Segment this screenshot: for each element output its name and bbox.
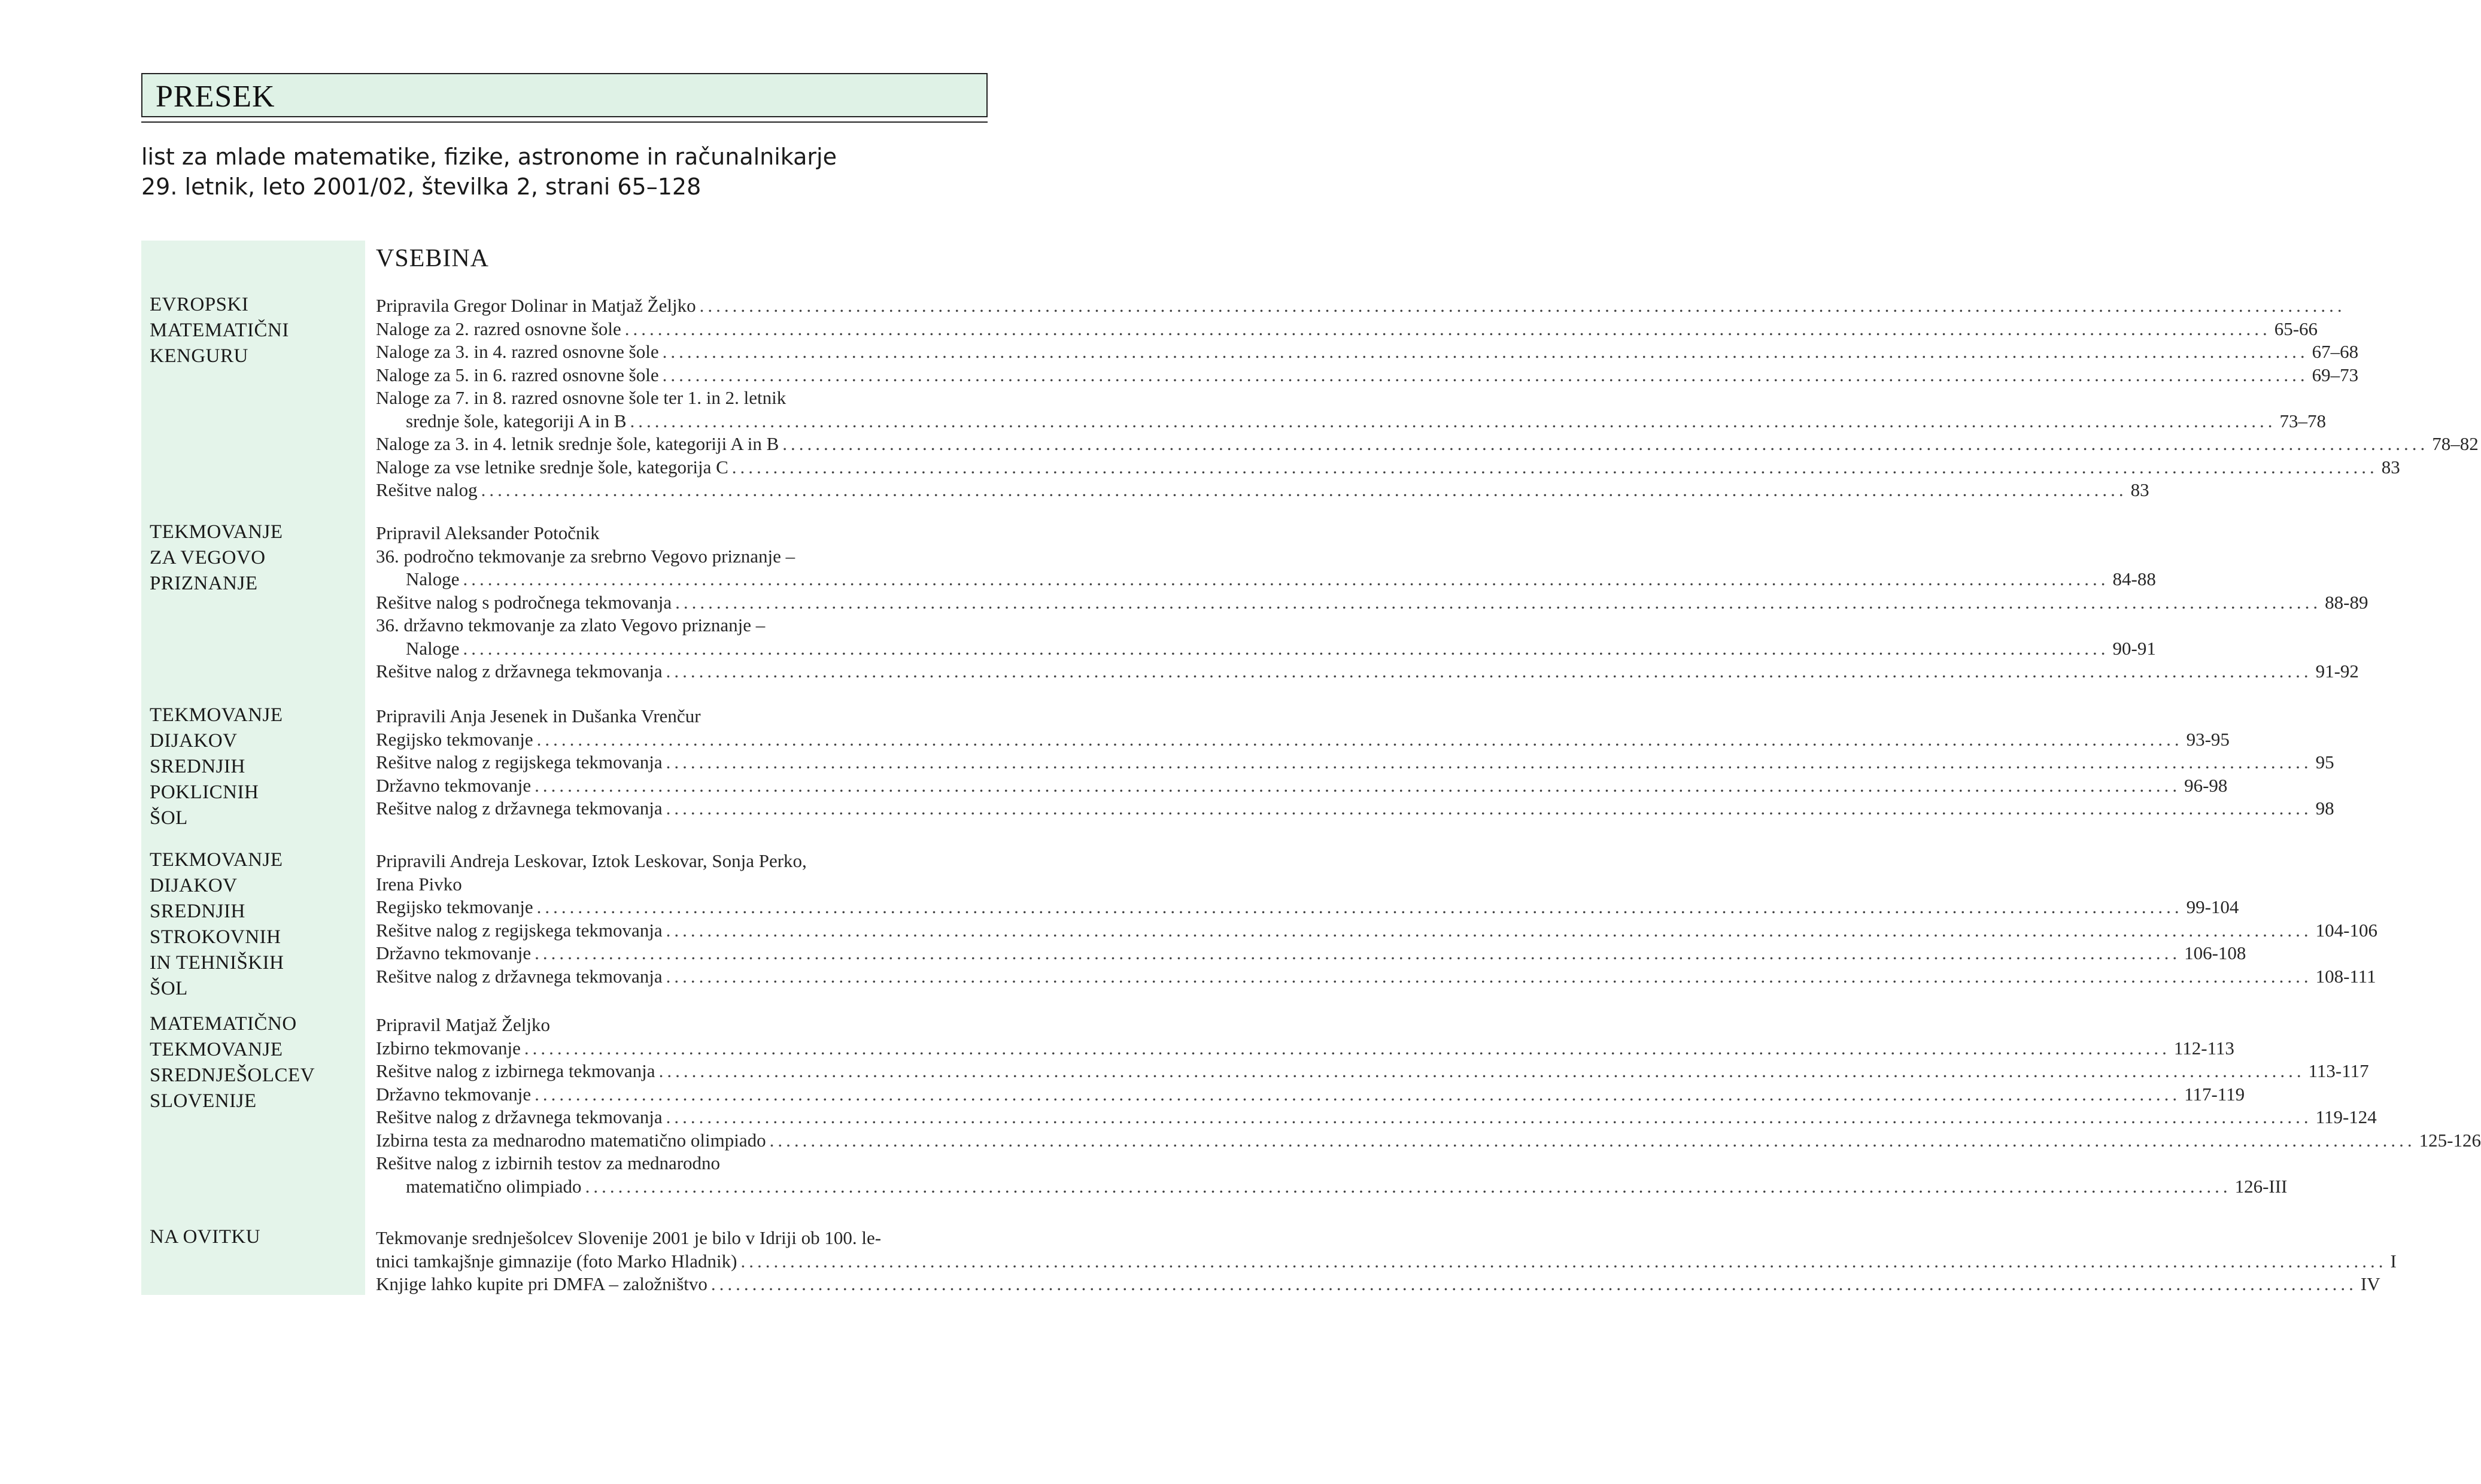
section-heading-line: POKLICNIH bbox=[150, 781, 259, 803]
toc-entry-page: 83 bbox=[2381, 456, 2400, 478]
section-heading bbox=[150, 519, 362, 597]
toc-dot-leader: ........................................................................................................................................................................................................ bbox=[535, 942, 2181, 963]
toc-entry-page: 83 bbox=[2130, 479, 2149, 500]
toc-dot-leader: ........................................................................................................................................................................................................ bbox=[536, 728, 2183, 750]
toc-entry-text: Regijsko tekmovanje bbox=[376, 728, 533, 750]
toc-dot-leader: ........................................................................................................................................................................................................ bbox=[658, 1060, 2305, 1081]
toc-entry-text: Državno tekmovanje bbox=[376, 1083, 532, 1105]
toc-dot-leader: ........................................................................................................................................................................................................ bbox=[666, 1106, 2312, 1127]
toc-entry-text: Regijsko tekmovanje bbox=[376, 896, 533, 917]
toc-dot-leader: ........................................................................................................................................................................................................ bbox=[666, 919, 2312, 941]
toc-entry bbox=[376, 965, 2376, 988]
toc-entry-page: 91-92 bbox=[2315, 661, 2359, 682]
toc-dot-leader: ........................................................................................................................................................................................................ bbox=[662, 364, 2309, 385]
toc-entry-page: 98 bbox=[2315, 798, 2334, 819]
toc-entry bbox=[376, 660, 2359, 683]
toc-entry-text: 36. področno tekmovanje za srebrno Vegovo priznanje – bbox=[376, 545, 795, 567]
toc-entry-text: Rešitve nalog z državnega tekmovanja bbox=[376, 798, 663, 819]
toc-entry bbox=[376, 1273, 2380, 1296]
toc-entry-text: Pripravila Gregor Dolinar in Matjaž Željko bbox=[376, 295, 696, 316]
section-heading-line: DIJAKOV bbox=[150, 730, 238, 752]
toc-dot-leader: ........................................................................................................................................................................................................ bbox=[699, 295, 2346, 316]
toc-dot-leader: ........................................................................................................................................................................................................ bbox=[481, 479, 2127, 500]
toc-entry bbox=[406, 568, 2156, 591]
toc-entry-text: tnici tamkajšnje gimnazije (foto Marko Hladnik) bbox=[376, 1250, 737, 1272]
toc-dot-leader: ........................................................................................................................................................................................................ bbox=[630, 410, 2276, 431]
toc-entry-text: Naloge bbox=[406, 568, 460, 589]
toc-dot-leader: ........................................................................................................................................................................................................ bbox=[524, 1037, 2170, 1059]
toc-dot-leader: ........................................................................................................................................................................................................ bbox=[769, 1129, 2416, 1151]
section-heading-line: ZA VEGOVO bbox=[150, 547, 266, 568]
toc-entry-text: Rešitve nalog z regijskega tekmovanja bbox=[376, 752, 663, 773]
section-heading bbox=[150, 1011, 362, 1114]
toc-dot-leader: ........................................................................................................................................................................................................ bbox=[731, 456, 2378, 478]
toc-dot-leader: ........................................................................................................................................................................................................ bbox=[535, 774, 2181, 796]
masthead-title: PRESEK bbox=[156, 80, 275, 114]
section-heading-line: PRIZNANJE bbox=[150, 573, 258, 594]
section-heading-line: MATEMATIČNO bbox=[150, 1013, 297, 1035]
toc-entry-text: Pripravil Matjaž Željko bbox=[376, 1014, 550, 1035]
toc-dot-leader: ........................................................................................................................................................................................................ bbox=[666, 752, 2312, 773]
toc-entry bbox=[376, 1083, 2245, 1106]
section-heading-line: TEKMOVANJE bbox=[150, 1039, 283, 1060]
toc-entry-text: Naloge za 7. in 8. razred osnovne šole ter 1. in 2. letnik bbox=[376, 387, 786, 408]
toc-entry-text: matematično olimpiado bbox=[406, 1175, 582, 1197]
toc-entry-page: 90-91 bbox=[2112, 637, 2156, 659]
toc-entry bbox=[376, 728, 2230, 751]
section-heading-line: KENGURU bbox=[150, 345, 248, 367]
toc-entry-page: 67–68 bbox=[2312, 341, 2359, 362]
section-heading-line: SREDNJIH bbox=[150, 901, 245, 922]
section-heading-line: TEKMOVANJE bbox=[150, 849, 283, 871]
section-heading-line: EVROPSKI bbox=[150, 294, 249, 315]
toc-entry bbox=[376, 364, 2359, 387]
masthead-banner bbox=[141, 73, 988, 117]
toc-entry bbox=[376, 1037, 2234, 1060]
toc-entry-page: 93-95 bbox=[2186, 728, 2230, 750]
contents-title: VSEBINA bbox=[376, 245, 490, 272]
toc-entry-page: 113-117 bbox=[2308, 1060, 2369, 1081]
toc-entry bbox=[376, 340, 2359, 363]
toc-entry bbox=[376, 774, 2228, 797]
toc-entry bbox=[376, 456, 2400, 479]
toc-dot-leader: ........................................................................................................................................................................................................ bbox=[666, 798, 2312, 819]
toc-entry-page: 99-104 bbox=[2186, 896, 2239, 917]
toc-entry-page: 125-126 bbox=[2419, 1129, 2481, 1151]
toc-entry-text: Irena Pivko bbox=[376, 873, 462, 895]
section-heading-line: STROKOVNIH bbox=[150, 926, 281, 948]
toc-entry bbox=[376, 919, 2377, 942]
toc-entry-text: Rešitve nalog z izbirnega tekmovanja bbox=[376, 1060, 655, 1081]
toc-entry-page: 108-111 bbox=[2315, 965, 2376, 987]
toc-entry bbox=[376, 433, 2479, 455]
toc-entry-page: 95 bbox=[2315, 752, 2334, 773]
section-heading-line: ŠOL bbox=[150, 978, 188, 999]
toc-entry bbox=[376, 1152, 989, 1175]
toc-entry-page: 104-106 bbox=[2315, 919, 2377, 941]
section-heading bbox=[150, 703, 362, 831]
toc-entry bbox=[376, 873, 989, 896]
toc-entry-page: IV bbox=[2360, 1273, 2380, 1294]
toc-entry bbox=[376, 591, 2368, 614]
toc-entry-text: Pripravil Aleksander Potočnik bbox=[376, 522, 600, 543]
toc-entry-text: Rešitve nalog z državnega tekmovanja bbox=[376, 965, 663, 987]
section-heading-line: TEKMOVANJE bbox=[150, 704, 283, 726]
toc-entry-text: Knjige lahko kupite pri DMFA – založništvo bbox=[376, 1273, 707, 1294]
toc-entry bbox=[376, 1106, 2377, 1129]
toc-entry-page: 96-98 bbox=[2184, 774, 2228, 796]
toc-entry bbox=[376, 1227, 989, 1249]
toc-entry-text: Izbirno tekmovanje bbox=[376, 1037, 521, 1059]
toc-dot-leader: ........................................................................................................................................................................................................ bbox=[675, 591, 2322, 613]
toc-entry-page: 65-66 bbox=[2274, 318, 2318, 339]
section-heading-line: TEKMOVANJE bbox=[150, 521, 283, 543]
toc-dot-leader: ........................................................................................................................................................................................................ bbox=[535, 1083, 2181, 1105]
section-heading bbox=[150, 292, 362, 369]
toc-entry-text: Rešitve nalog z državnega tekmovanja bbox=[376, 1106, 663, 1127]
toc-entry bbox=[376, 896, 2239, 919]
toc-entry bbox=[376, 387, 989, 409]
toc-entry-page: 112-113 bbox=[2173, 1037, 2234, 1059]
toc-entry-text: Rešitve nalog z regijskega tekmovanja bbox=[376, 919, 663, 941]
toc-entry-text: Naloge za vse letnike srednje šole, kategorija C bbox=[376, 456, 728, 478]
toc-entry-page: I bbox=[2390, 1250, 2397, 1272]
toc-dot-leader: ........................................................................................................................................................................................................ bbox=[463, 637, 2109, 659]
toc-entry-text: Državno tekmovanje bbox=[376, 774, 532, 796]
toc-entry-text: Naloge za 3. in 4. razred osnovne šole bbox=[376, 341, 659, 362]
section-heading-line: SREDNJIH bbox=[150, 756, 245, 777]
toc-entry bbox=[376, 614, 989, 637]
toc-entry-text: Državno tekmovanje bbox=[376, 942, 532, 963]
toc-dot-leader: ........................................................................................................................................................................................................ bbox=[624, 318, 2271, 339]
section-heading-line: DIJAKOV bbox=[150, 875, 238, 896]
section-heading bbox=[150, 1224, 362, 1250]
toc-entry-page: 117-119 bbox=[2184, 1083, 2245, 1105]
toc-entry bbox=[406, 410, 2327, 433]
toc-entry-page: 78–82 bbox=[2432, 433, 2479, 454]
toc-dot-leader: ........................................................................................................................................................................................................ bbox=[585, 1175, 2231, 1197]
toc-entry-text: Naloge za 5. in 6. razred osnovne šole bbox=[376, 364, 659, 385]
toc-dot-leader: ........................................................................................................................................................................................................ bbox=[666, 661, 2312, 682]
section-heading-line: IN TEHNIŠKIH bbox=[150, 952, 284, 974]
toc-dot-leader: ........................................................................................................................................................................................................ bbox=[463, 568, 2109, 589]
section-heading-line: ŠOL bbox=[150, 807, 188, 829]
masthead-rule bbox=[141, 121, 988, 123]
section-heading bbox=[150, 847, 362, 1002]
toc-entry-page: 126-III bbox=[2234, 1175, 2288, 1197]
toc-entry-text: Naloge za 3. in 4. letnik srednje šole, kategoriji A in B bbox=[376, 433, 779, 454]
toc-entry-page: 106-108 bbox=[2184, 942, 2246, 963]
toc-dot-leader: ........................................................................................................................................................................................................ bbox=[710, 1273, 2357, 1294]
toc-entry-page: 69–73 bbox=[2312, 364, 2359, 385]
toc-entry bbox=[376, 318, 2318, 340]
toc-entry-page: 73–78 bbox=[2279, 410, 2327, 431]
toc-entry-text: Rešitve nalog s področnega tekmovanja bbox=[376, 591, 672, 613]
toc-entry-text: Rešitve nalog z državnega tekmovanja bbox=[376, 661, 663, 682]
toc-entry-text: Naloge za 2. razred osnovne šole bbox=[376, 318, 621, 339]
toc-entry bbox=[376, 942, 2246, 965]
toc-entry-text: Naloge bbox=[406, 637, 460, 659]
toc-entry-text: Pripravili Anja Jesenek in Dušanka Vrenčur bbox=[376, 705, 701, 726]
toc-entry-text: Pripravili Andreja Leskovar, Iztok Leskovar, Sonja Perko, bbox=[376, 850, 807, 871]
toc-entry bbox=[376, 797, 2334, 820]
section-heading-line: SLOVENIJE bbox=[150, 1090, 257, 1112]
toc-entry bbox=[376, 1014, 989, 1036]
subtitle-line-2: 29. letnik, leto 2001/02, številka 2, strani 65–128 bbox=[141, 174, 702, 200]
toc-entry bbox=[376, 751, 2334, 774]
toc-entry bbox=[376, 1129, 2481, 1152]
toc-entry-text: srednje šole, kategoriji A in B bbox=[406, 410, 627, 431]
toc-entry-page: 84-88 bbox=[2112, 568, 2156, 589]
toc-entry bbox=[376, 705, 989, 728]
toc-dot-leader: ........................................................................................................................................................................................................ bbox=[666, 965, 2312, 987]
toc-dot-leader: ........................................................................................................................................................................................................ bbox=[662, 341, 2309, 362]
toc-entry bbox=[376, 1060, 2369, 1082]
toc-entry bbox=[376, 294, 2346, 317]
toc-entry bbox=[376, 850, 989, 872]
toc-dot-leader: ........................................................................................................................................................................................................ bbox=[536, 896, 2183, 917]
toc-entry bbox=[406, 637, 2156, 660]
toc-entry-page: 88-89 bbox=[2325, 591, 2368, 613]
toc-entry-text: Izbirna testa za mednarodno matematično olimpiado bbox=[376, 1129, 766, 1151]
toc-entry bbox=[406, 1175, 2288, 1198]
toc-entry bbox=[376, 479, 2149, 501]
toc-entry-text: Rešitve nalog z izbirnih testov za mednarodno bbox=[376, 1152, 721, 1173]
toc-dot-leader: ........................................................................................................................................................................................................ bbox=[782, 433, 2429, 454]
toc-entry-text: 36. državno tekmovanje za zlato Vegovo priznanje – bbox=[376, 615, 766, 635]
section-heading-line: NA OVITKU bbox=[150, 1226, 261, 1248]
toc-entry-text: Rešitve nalog bbox=[376, 479, 478, 500]
toc-entry bbox=[376, 545, 989, 568]
toc-entry bbox=[376, 1250, 2397, 1273]
section-heading-line: MATEMATIČNI bbox=[150, 320, 289, 341]
toc-entry bbox=[376, 522, 989, 545]
toc-dot-leader: ........................................................................................................................................................................................................ bbox=[740, 1250, 2387, 1272]
subtitle-line-1: list za mlade matematike, fizike, astronome in računalnikarje bbox=[141, 144, 837, 170]
toc-entry-page: 119-124 bbox=[2315, 1106, 2377, 1127]
section-heading-line: SREDNJEŠOLCEV bbox=[150, 1065, 315, 1086]
toc-entry-text: Tekmovanje srednješolcev Slovenije 2001 je bilo v Idriji ob 100. le- bbox=[376, 1227, 882, 1248]
